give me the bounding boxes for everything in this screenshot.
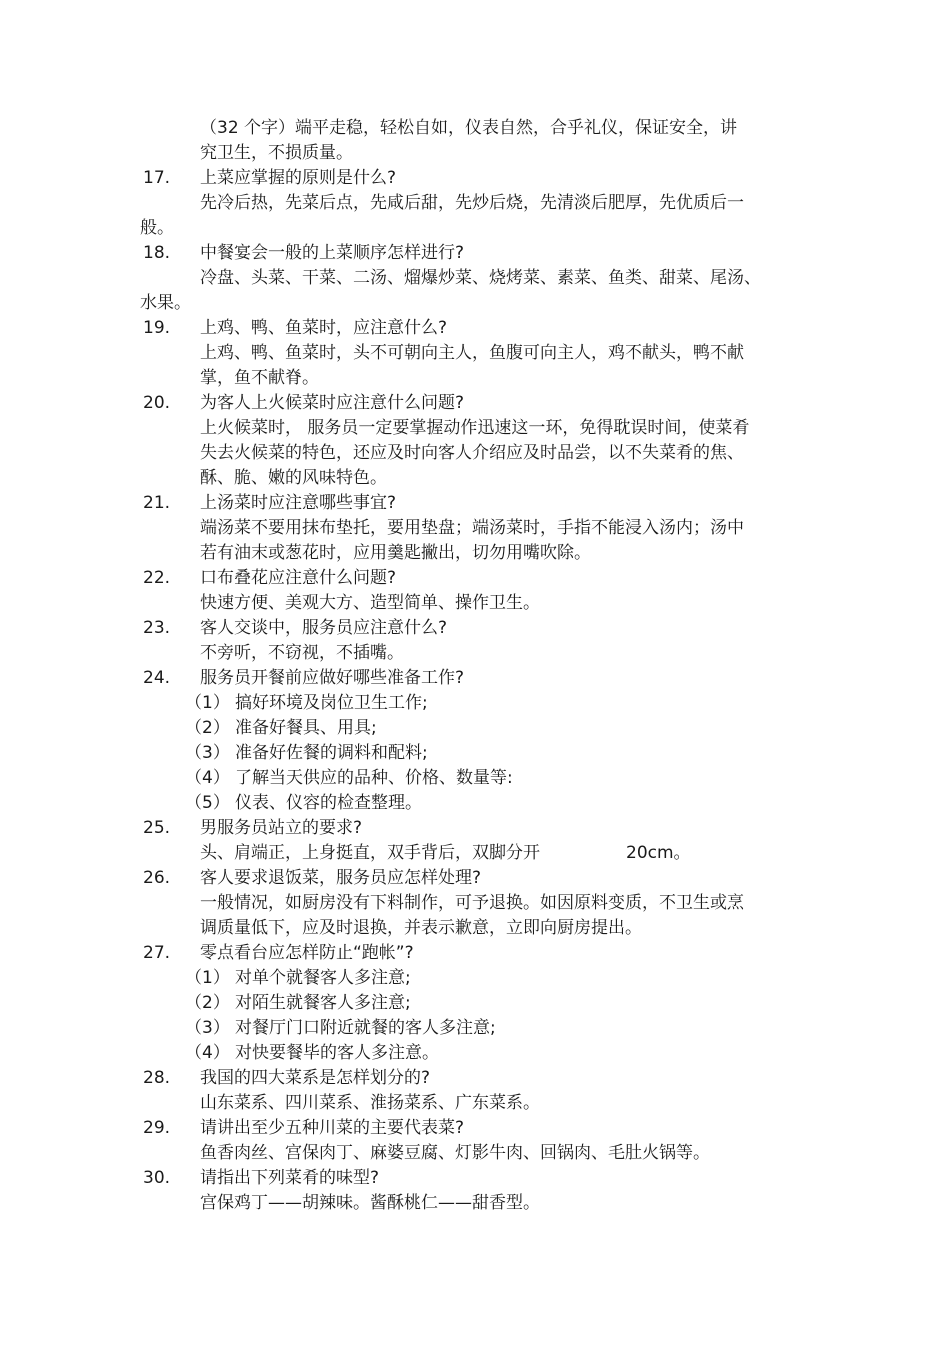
answer-line: 若有油末或葱花时，应用羹匙撇出，切勿用嘴吹除。	[200, 543, 591, 563]
question-text: 服务员开餐前应做好哪些准备工作?	[200, 668, 465, 688]
question-number: 23.	[143, 618, 171, 638]
answer-19	[140, 341, 800, 391]
answer-line: 快速方便、美观大方、造型简单、操作卫生。	[200, 593, 540, 613]
document-body	[140, 116, 800, 1216]
list-item-number: （4）	[185, 1043, 230, 1063]
list-item-text: 搞好环境及岗位卫生工作;	[235, 693, 428, 713]
answer-26	[140, 891, 800, 941]
answer-line: 冷盘、头菜、干菜、二汤、熘爆炒菜、烧烤菜、素菜、鱼类、甜菜、尾汤、	[200, 268, 761, 288]
answer-line: 山东菜系、四川菜系、淮扬菜系、广东菜系。	[200, 1093, 540, 1113]
question-30	[140, 1166, 800, 1191]
list-item-number: （1）	[185, 968, 230, 988]
list-item-text: 对陌生就餐客人多注意;	[235, 993, 411, 1013]
intro-answer	[140, 116, 800, 166]
question-number: 25.	[143, 818, 171, 838]
list-item-number: （3）	[185, 1018, 230, 1038]
answer-line: 先冷后热，先菜后点，先咸后甜，先炒后烧，先清淡后肥厚，先优质后一	[200, 193, 744, 213]
answer-line-wrap: 水果。	[140, 293, 191, 313]
question-26	[140, 866, 800, 891]
list-item-number: （1）	[185, 693, 230, 713]
list-item-number: （3）	[185, 743, 230, 763]
question-24	[140, 666, 800, 691]
list-item	[140, 1041, 800, 1066]
answer-line	[200, 841, 800, 866]
question-21	[140, 491, 800, 516]
list-item	[140, 691, 800, 716]
answer-line: 掌，鱼不献脊。	[200, 368, 319, 388]
question-17	[140, 166, 800, 191]
question-18	[140, 241, 800, 266]
question-number: 24.	[143, 668, 171, 688]
answer-line: 调质量低下，应及时退换，并表示歉意，立即向厨房提出。	[200, 918, 642, 938]
list-item	[140, 741, 800, 766]
answer-line: 不旁听，不窃视，不插嘴。	[200, 643, 404, 663]
answer-line: 一般情况，如厨房没有下料制作，可予退换。如因原料变质，不卫生或烹	[200, 893, 744, 913]
answer-text: 头、肩端正，上身挺直，双手背后，双脚分开	[200, 843, 540, 863]
list-item	[140, 766, 800, 791]
question-text: 上鸡、鸭、鱼菜时，应注意什么?	[200, 318, 448, 338]
answer-line: 上鸡、鸭、鱼菜时，头不可朝向主人，鱼腹可向主人，鸡不献头，鸭不献	[200, 343, 744, 363]
question-number: 22.	[143, 568, 171, 588]
list-item-number: （5）	[185, 793, 230, 813]
question-number: 17.	[143, 168, 171, 188]
answer-line: 究卫生，不损质量。	[200, 143, 353, 163]
list-item-text: 对单个就餐客人多注意;	[235, 968, 411, 988]
question-number: 20.	[143, 393, 171, 413]
answer-line: 酥、脆、嫩的风味特色。	[200, 468, 387, 488]
answer-23	[140, 641, 800, 666]
list-item-text: 准备好佐餐的调料和配料;	[235, 743, 428, 763]
answer-line-wrap: 般。	[140, 218, 174, 238]
answer-20	[140, 416, 800, 491]
list-item-number: （2）	[185, 993, 230, 1013]
list-item	[140, 966, 800, 991]
answer-22	[140, 591, 800, 616]
question-number: 30.	[143, 1168, 171, 1188]
question-25	[140, 816, 800, 841]
answer-30	[140, 1191, 800, 1216]
answer-21	[140, 516, 800, 566]
list-item-text: 了解当天供应的品种、价格、数量等:	[235, 768, 513, 788]
question-text: 我国的四大菜系是怎样划分的?	[200, 1068, 431, 1088]
list-item-number: （4）	[185, 768, 230, 788]
list-item	[140, 1016, 800, 1041]
question-text: 客人要求退饭菜，服务员应怎样处理?	[200, 868, 482, 888]
question-27	[140, 941, 800, 966]
question-text: 请指出下列菜肴的味型?	[200, 1168, 380, 1188]
question-20	[140, 391, 800, 416]
question-22	[140, 566, 800, 591]
question-number: 28.	[143, 1068, 171, 1088]
question-text: 口布叠花应注意什么问题?	[200, 568, 397, 588]
question-number: 21.	[143, 493, 171, 513]
question-text: 上菜应掌握的原则是什么?	[200, 168, 397, 188]
question-number: 19.	[143, 318, 171, 338]
question-number: 29.	[143, 1118, 171, 1138]
answer-line: 鱼香肉丝、宫保肉丁、麻婆豆腐、灯影牛肉、回锅肉、毛肚火锅等。	[200, 1143, 710, 1163]
question-text: 零点看台应怎样防止“跑帐”?	[200, 943, 414, 963]
answer-line: 上火候菜时， 服务员一定要掌握动作迅速这一环，免得耽误时间，使菜肴	[200, 418, 750, 438]
question-28	[140, 1066, 800, 1091]
question-text: 男服务员站立的要求?	[200, 818, 363, 838]
question-text: 客人交谈中，服务员应注意什么?	[200, 618, 448, 638]
answer-28	[140, 1091, 800, 1116]
list-item-number: （2）	[185, 718, 230, 738]
list-item-text: 对快要餐毕的客人多注意。	[235, 1043, 439, 1063]
answer-25	[140, 841, 800, 866]
answer-line: 端汤菜不要用抹布垫托，要用垫盘；端汤菜时，手指不能浸入汤内；汤中	[200, 518, 744, 538]
question-number: 27.	[143, 943, 171, 963]
answer-line: 宫保鸡丁——胡辣味。酱酥桃仁——甜香型。	[200, 1193, 540, 1213]
question-text: 上汤菜时应注意哪些事宜?	[200, 493, 397, 513]
list-item-text: 仪表、仪容的检查整理。	[235, 793, 422, 813]
question-29	[140, 1116, 800, 1141]
answer-line: 失去火候菜的特色，还应及时向客人介绍应及时品尝，以不失菜肴的焦、	[200, 443, 744, 463]
list-item	[140, 991, 800, 1016]
list-item-text: 准备好餐具、用具;	[235, 718, 377, 738]
question-text: 为客人上火候菜时应注意什么问题?	[200, 393, 465, 413]
question-19	[140, 316, 800, 341]
answer-18	[140, 266, 800, 291]
answer-measurement: 20cm。	[626, 843, 691, 863]
list-item-text: 对餐厅门口附近就餐的客人多注意;	[235, 1018, 496, 1038]
question-number: 18.	[143, 243, 171, 263]
answer-17	[140, 191, 800, 216]
list-item	[140, 716, 800, 741]
question-number: 26.	[143, 868, 171, 888]
list-item	[140, 791, 800, 816]
question-23	[140, 616, 800, 641]
answer-line: （32 个字）端平走稳，轻松自如，仪表自然，合乎礼仪，保证安全，讲	[200, 118, 738, 138]
question-text: 请讲出至少五种川菜的主要代表菜?	[200, 1118, 465, 1138]
question-text: 中餐宴会一般的上菜顺序怎样进行?	[200, 243, 465, 263]
answer-29	[140, 1141, 800, 1166]
